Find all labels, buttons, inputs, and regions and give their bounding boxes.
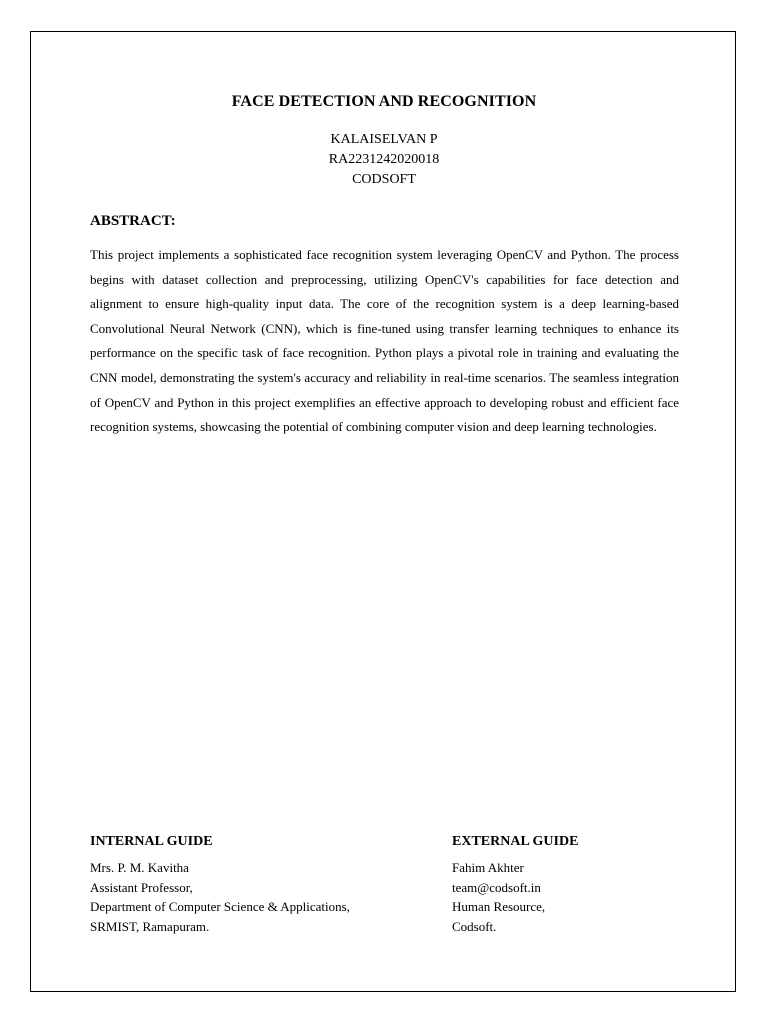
register-number: RA2231242020018	[328, 152, 440, 167]
internal-guide-designation: Assistant Professor,	[90, 879, 193, 895]
external-guide-organization: Codsoft.	[452, 918, 497, 934]
external-guide-designation: Human Resource,	[452, 899, 546, 914]
organization-name: CODSOFT	[352, 172, 416, 187]
internal-guide-name: Mrs. P. M. Kavitha	[90, 860, 189, 875]
internal-guide-heading: INTERNAL GUIDE	[90, 834, 213, 849]
author-block	[0, 130, 768, 190]
author-name: KALAISELVAN P	[330, 132, 438, 147]
abstract-heading: ABSTRACT:	[90, 213, 176, 229]
abstract-paragraph: This project implements a sophisticated face recognition system leveraging OpenCV and Python. The process begins with dataset collection and preprocessing, utilizing OpenCV's capabilities for face detection and alignment to ensure high-quality input data. The core of the recognition system is a deep learning-based Convolutional Neural Network (CNN), which is fine-tuned using transfer learning techniques to enhance its performance on the specific task of face recognition. Python plays a pivotal role in training and evaluating the CNN model, demonstrating the system's accuracy and reliability in real-time scenarios. The seamless integration of OpenCV and Python in this project exemplifies an effective approach to developing robust and efficient face recognition systems, showcasing the potential of combining computer vision and deep learning technologies.	[90, 247, 679, 435]
internal-guide-section	[90, 833, 430, 936]
internal-guide-institution: SRMIST, Ramapuram.	[90, 918, 210, 934]
external-guide-email: team@codsoft.in	[452, 879, 541, 895]
external-guide-section	[452, 833, 712, 936]
document-title: FACE DETECTION AND RECOGNITION	[231, 93, 537, 110]
internal-guide-department: Department of Computer Science & Applications,	[90, 899, 350, 914]
external-guide-name: Fahim Akhter	[452, 860, 524, 875]
external-guide-heading: EXTERNAL GUIDE	[452, 834, 579, 849]
